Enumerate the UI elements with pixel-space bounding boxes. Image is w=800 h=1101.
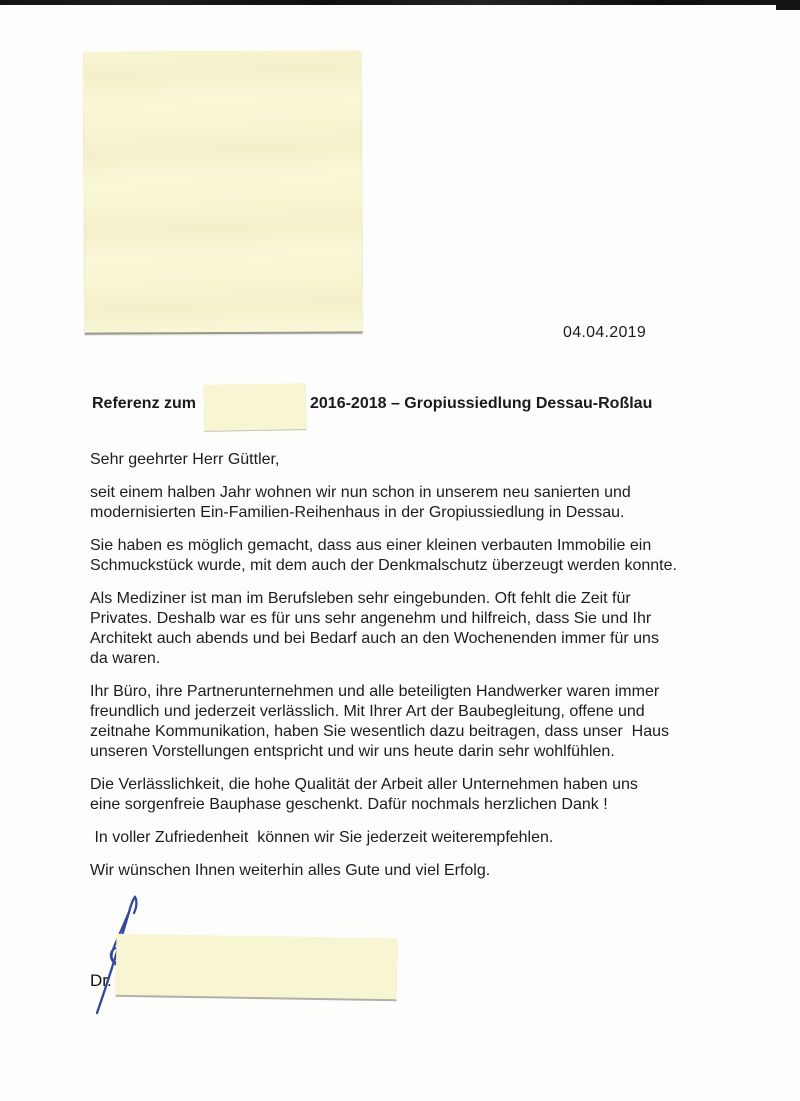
paragraph-line: Als Mediziner ist man im Berufsleben sehr eingebunden. Oft fehlt die Zeit für: [90, 590, 631, 607]
paragraph-line: Schmuckstück wurde, mit dem auch der Denkmalschutz überzeugt werden konnte.: [90, 557, 677, 574]
paragraph-line: eine sorgenfreie Bauphase geschenkt. Dafür nochmals herzlichen Dank !: [90, 796, 608, 813]
letter-date: 04.04.2019: [563, 324, 647, 341]
redaction-sticker-signature-name: [116, 934, 398, 999]
paragraph-line: modernisierten Ein-Familien-Reihenhaus in der Gropiussiedlung in Dessau.: [90, 504, 625, 521]
paragraph-line: seit einem halben Jahr wohnen wir nun schon in unserem neu sanierten und: [90, 484, 631, 501]
subject-title: 2016-2018 – Gropiussiedlung Dessau-Roßlau: [310, 395, 653, 412]
paragraph-line: Wir wünschen Ihnen weiterhin alles Gute und viel Erfolg.: [90, 862, 491, 879]
paragraph: [90, 775, 710, 815]
paragraph-line: da waren.: [90, 650, 161, 667]
paragraph: [90, 828, 710, 848]
paragraph-line: unseren Vorstellungen entspricht und wir uns heute darin sehr wohlfühlen.: [90, 743, 615, 760]
paragraph-line: Die Verlässlichkeit, die hohe Qualität der Arbeit aller Unternehmen haben uns: [90, 776, 638, 793]
redaction-sticker-subject: [204, 383, 307, 431]
signoff-title: Dr.: [90, 971, 112, 990]
paragraph: [90, 483, 710, 523]
paragraph-line: Architekt auch abends und bei Bedarf auch an den Wochenenden immer für uns: [90, 630, 659, 647]
paragraph-line: Ihr Büro, ihre Partnerunternehmen und alle beteiligten Handwerker waren immer: [90, 683, 660, 700]
redaction-sticker-letterhead: [83, 50, 362, 332]
paragraph-line: Sie haben es möglich gemacht, dass aus einer kleinen verbauten Immobilie ein: [90, 537, 652, 554]
paragraph: [90, 861, 710, 881]
paragraph: [90, 682, 710, 762]
letter-body: [90, 450, 710, 894]
salutation-line: Sehr geehrter Herr Güttler,: [90, 451, 280, 468]
paragraph: [90, 536, 710, 576]
paragraph-line: In voller Zufriedenheit können wir Sie jederzeit weiterempfehlen.: [90, 829, 554, 846]
paragraph-line: freundlich und jederzeit verlässlich. Mit Ihrer Art der Baubegleitung, offene und: [90, 703, 645, 720]
salutation: [90, 450, 710, 470]
scan-edge-artifact-top: [0, 0, 800, 5]
scan-edge-artifact-corner: [776, 0, 800, 10]
paragraph-line: zeitnahe Kommunikation, haben Sie wesentlich dazu beitragen, dass unser Haus: [90, 723, 670, 740]
paragraph: [90, 589, 710, 669]
subject-prefix: Referenz zum: [92, 395, 197, 412]
paragraph-line: Privates. Deshalb war es für uns sehr angenehm und hilfreich, dass Sie und Ihr: [90, 610, 652, 627]
